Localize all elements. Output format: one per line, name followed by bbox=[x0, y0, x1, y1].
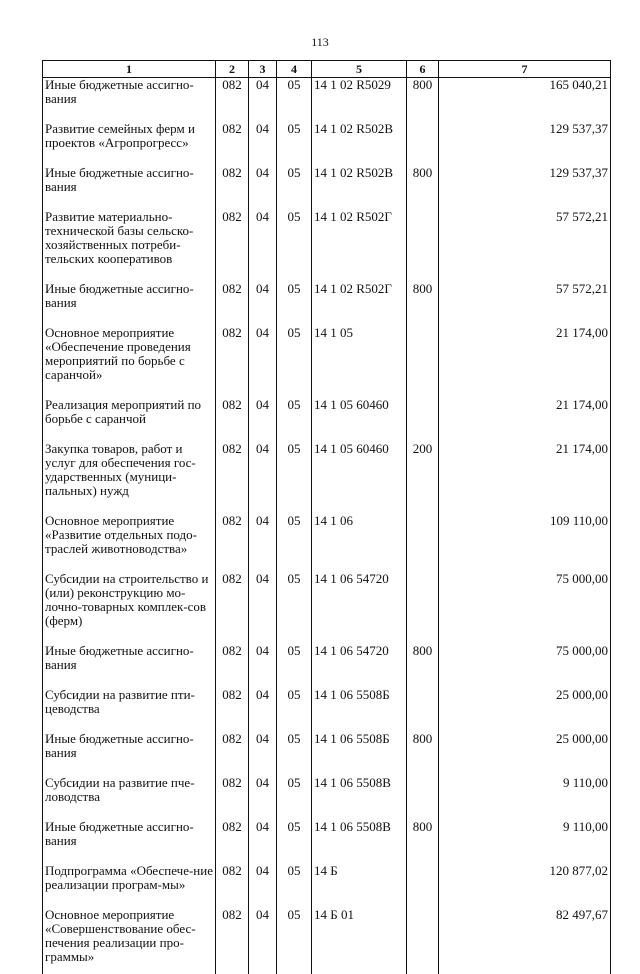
cell-type bbox=[407, 514, 439, 572]
cell-subsection: 05 bbox=[277, 122, 312, 166]
cell-name: Развитие материально-технической базы сельско-хозяйственных потреби-тельских кооперативов bbox=[43, 210, 216, 282]
cell-subsection: 05 bbox=[277, 514, 312, 572]
cell-amount: 129 537,37 bbox=[439, 122, 611, 166]
cell-subsection: 05 bbox=[277, 78, 312, 123]
cell-section: 04 bbox=[249, 398, 277, 442]
cell-section: 04 bbox=[249, 644, 277, 688]
cell-target: 14 1 06 5508Б bbox=[312, 688, 407, 732]
cell-subsection: 05 bbox=[277, 908, 312, 974]
col-header-type: 6 bbox=[407, 61, 439, 78]
cell-section: 04 bbox=[249, 864, 277, 908]
cell-type: 800 bbox=[407, 644, 439, 688]
cell-name: Субсидии на строительство и (или) реконструкцию мо-лочно-товарных комплек-сов (ферм) bbox=[43, 572, 216, 644]
cell-amount: 165 040,21 bbox=[439, 78, 611, 123]
cell-amount: 9 110,00 bbox=[439, 820, 611, 864]
col-header-subsection: 4 bbox=[277, 61, 312, 78]
table-row bbox=[43, 644, 611, 688]
cell-target: 14 1 02 R502В bbox=[312, 166, 407, 210]
cell-type bbox=[407, 572, 439, 644]
cell-amount: 75 000,00 bbox=[439, 572, 611, 644]
table-row bbox=[43, 572, 611, 644]
cell-target: 14 1 06 5508В bbox=[312, 820, 407, 864]
table-row bbox=[43, 864, 611, 908]
cell-amount: 129 537,37 bbox=[439, 166, 611, 210]
cell-type bbox=[407, 122, 439, 166]
col-header-section: 3 bbox=[249, 61, 277, 78]
cell-target: 14 1 06 bbox=[312, 514, 407, 572]
cell-target: 14 1 05 bbox=[312, 326, 407, 398]
cell-ministry: 082 bbox=[216, 820, 249, 864]
cell-type: 800 bbox=[407, 282, 439, 326]
cell-name: Развитие семейных ферм и проектов «Агропрогресс» bbox=[43, 122, 216, 166]
cell-amount: 25 000,00 bbox=[439, 688, 611, 732]
cell-amount: 57 572,21 bbox=[439, 210, 611, 282]
cell-amount: 57 572,21 bbox=[439, 282, 611, 326]
cell-name: Реализация мероприятий по борьбе с саранчой bbox=[43, 398, 216, 442]
table-row bbox=[43, 398, 611, 442]
cell-type bbox=[407, 210, 439, 282]
cell-section: 04 bbox=[249, 78, 277, 123]
cell-target: 14 Б 01 bbox=[312, 908, 407, 974]
cell-ministry: 082 bbox=[216, 514, 249, 572]
cell-type bbox=[407, 776, 439, 820]
cell-subsection: 05 bbox=[277, 326, 312, 398]
cell-subsection: 05 bbox=[277, 820, 312, 864]
cell-name: Иные бюджетные ассигно-вания bbox=[43, 78, 216, 123]
cell-amount: 21 174,00 bbox=[439, 326, 611, 398]
cell-section: 04 bbox=[249, 122, 277, 166]
cell-subsection: 05 bbox=[277, 398, 312, 442]
cell-name: Иные бюджетные ассигно-вания bbox=[43, 644, 216, 688]
cell-name: Основное мероприятие «Обеспечение проведения мероприятий по борьбе с саранчой» bbox=[43, 326, 216, 398]
cell-type bbox=[407, 326, 439, 398]
cell-subsection: 05 bbox=[277, 732, 312, 776]
cell-ministry: 082 bbox=[216, 732, 249, 776]
cell-amount: 21 174,00 bbox=[439, 398, 611, 442]
cell-ministry: 082 bbox=[216, 572, 249, 644]
cell-amount: 109 110,00 bbox=[439, 514, 611, 572]
cell-target: 14 1 02 R502В bbox=[312, 122, 407, 166]
cell-type bbox=[407, 688, 439, 732]
cell-name: Иные бюджетные ассигно-вания bbox=[43, 282, 216, 326]
cell-name: Иные бюджетные ассигно-вания bbox=[43, 166, 216, 210]
cell-section: 04 bbox=[249, 688, 277, 732]
cell-ministry: 082 bbox=[216, 688, 249, 732]
table-row bbox=[43, 122, 611, 166]
cell-ministry: 082 bbox=[216, 442, 249, 514]
col-header-ministry: 2 bbox=[216, 61, 249, 78]
cell-target: 14 1 02 R5029 bbox=[312, 78, 407, 123]
cell-subsection: 05 bbox=[277, 688, 312, 732]
cell-section: 04 bbox=[249, 820, 277, 864]
cell-ministry: 082 bbox=[216, 398, 249, 442]
table-row bbox=[43, 514, 611, 572]
cell-section: 04 bbox=[249, 572, 277, 644]
cell-subsection: 05 bbox=[277, 644, 312, 688]
budget-table bbox=[42, 60, 611, 974]
cell-amount: 75 000,00 bbox=[439, 644, 611, 688]
table-row bbox=[43, 442, 611, 514]
table-row bbox=[43, 820, 611, 864]
cell-subsection: 05 bbox=[277, 210, 312, 282]
cell-subsection: 05 bbox=[277, 282, 312, 326]
cell-subsection: 05 bbox=[277, 864, 312, 908]
cell-target: 14 Б bbox=[312, 864, 407, 908]
table-row bbox=[43, 776, 611, 820]
table-header-row bbox=[43, 61, 611, 78]
cell-section: 04 bbox=[249, 442, 277, 514]
cell-target: 14 1 05 60460 bbox=[312, 398, 407, 442]
cell-name: Подпрограмма «Обеспече-ние реализации програм-мы» bbox=[43, 864, 216, 908]
cell-target: 14 1 06 5508В bbox=[312, 776, 407, 820]
cell-ministry: 082 bbox=[216, 864, 249, 908]
cell-section: 04 bbox=[249, 282, 277, 326]
table-row bbox=[43, 326, 611, 398]
cell-type bbox=[407, 398, 439, 442]
table-row bbox=[43, 282, 611, 326]
cell-subsection: 05 bbox=[277, 166, 312, 210]
cell-ministry: 082 bbox=[216, 776, 249, 820]
cell-type: 800 bbox=[407, 732, 439, 776]
cell-name: Субсидии на развитие пче-ловодства bbox=[43, 776, 216, 820]
table-row bbox=[43, 78, 611, 123]
cell-section: 04 bbox=[249, 210, 277, 282]
cell-type: 200 bbox=[407, 442, 439, 514]
cell-ministry: 082 bbox=[216, 78, 249, 123]
cell-target: 14 1 05 60460 bbox=[312, 442, 407, 514]
cell-section: 04 bbox=[249, 908, 277, 974]
cell-name: Иные бюджетные ассигно-вания bbox=[43, 732, 216, 776]
cell-target: 14 1 06 54720 bbox=[312, 644, 407, 688]
cell-amount: 82 497,67 bbox=[439, 908, 611, 974]
cell-subsection: 05 bbox=[277, 776, 312, 820]
cell-ministry: 082 bbox=[216, 644, 249, 688]
cell-ministry: 082 bbox=[216, 908, 249, 974]
cell-ministry: 082 bbox=[216, 166, 249, 210]
cell-section: 04 bbox=[249, 776, 277, 820]
col-header-amount: 7 bbox=[439, 61, 611, 78]
table-body bbox=[43, 78, 611, 974]
table-row bbox=[43, 166, 611, 210]
cell-target: 14 1 02 R502Г bbox=[312, 282, 407, 326]
cell-ministry: 082 bbox=[216, 326, 249, 398]
table-row bbox=[43, 732, 611, 776]
cell-type bbox=[407, 908, 439, 974]
cell-target: 14 1 06 5508Б bbox=[312, 732, 407, 776]
cell-amount: 9 110,00 bbox=[439, 776, 611, 820]
cell-section: 04 bbox=[249, 732, 277, 776]
cell-amount: 120 877,02 bbox=[439, 864, 611, 908]
col-header-name: 1 bbox=[43, 61, 216, 78]
cell-target: 14 1 02 R502Г bbox=[312, 210, 407, 282]
table-row bbox=[43, 688, 611, 732]
cell-ministry: 082 bbox=[216, 210, 249, 282]
cell-type: 800 bbox=[407, 166, 439, 210]
cell-amount: 21 174,00 bbox=[439, 442, 611, 514]
cell-name: Иные бюджетные ассигно-вания bbox=[43, 820, 216, 864]
cell-section: 04 bbox=[249, 166, 277, 210]
cell-amount: 25 000,00 bbox=[439, 732, 611, 776]
cell-target: 14 1 06 54720 bbox=[312, 572, 407, 644]
cell-type: 800 bbox=[407, 78, 439, 123]
cell-ministry: 082 bbox=[216, 282, 249, 326]
cell-subsection: 05 bbox=[277, 442, 312, 514]
cell-name: Основное мероприятие «Развитие отдельных подо-траслей животноводства» bbox=[43, 514, 216, 572]
cell-section: 04 bbox=[249, 514, 277, 572]
cell-subsection: 05 bbox=[277, 572, 312, 644]
cell-name: Закупка товаров, работ и услуг для обеспечения гос-ударственных (муници-пальных) нужд bbox=[43, 442, 216, 514]
cell-section: 04 bbox=[249, 326, 277, 398]
table-row bbox=[43, 210, 611, 282]
cell-name: Основное мероприятие «Совершенствование обес-печения реализации про-граммы» bbox=[43, 908, 216, 974]
page-number: 113 bbox=[0, 35, 640, 50]
cell-type bbox=[407, 864, 439, 908]
cell-ministry: 082 bbox=[216, 122, 249, 166]
col-header-target: 5 bbox=[312, 61, 407, 78]
cell-name: Субсидии на развитие пти-цеводства bbox=[43, 688, 216, 732]
table-row bbox=[43, 908, 611, 974]
cell-type: 800 bbox=[407, 820, 439, 864]
